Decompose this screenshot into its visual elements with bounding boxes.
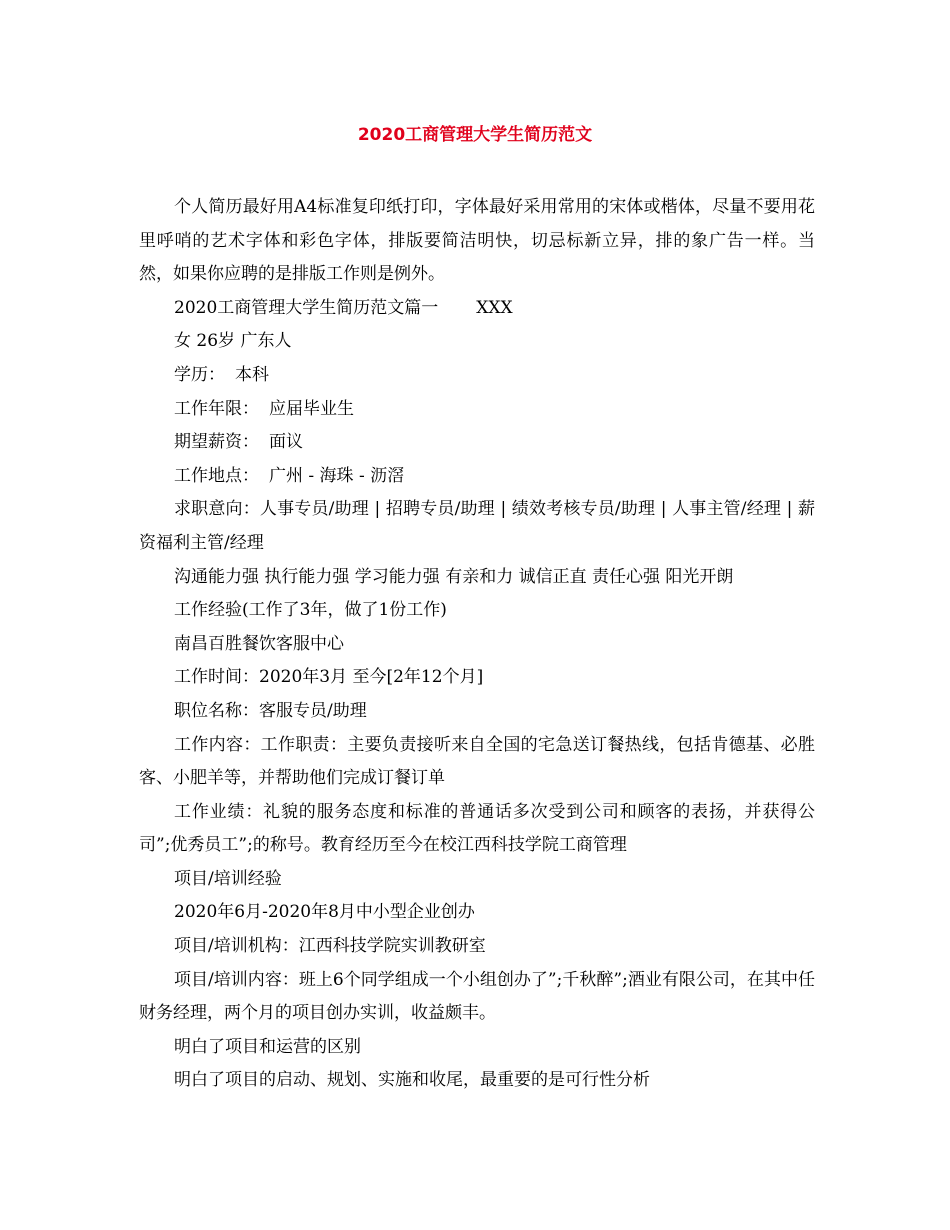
work-content: 工作内容：工作职责：主要负责接听来自全国的宅急送订餐热线，包括肯德基、必胜客、小肥羊等，并帮助他们完成订餐订单 xyxy=(139,734,815,789)
job-intention: 求职意向：人事专员/助理 | 招聘专员/助理 | 绩效考核专员/助理 | 人事主管/经理 | 薪资福利主管/经理 xyxy=(139,499,815,553)
work-years-label: 工作年限： xyxy=(174,398,259,419)
location-label: 工作地点： xyxy=(174,465,259,486)
document-title: 2020工商管理大学生简历范文 xyxy=(357,125,593,145)
skills-line: 沟通能力强 执行能力强 学习能力强 有亲和力 诚信正直 责任心强 阳光开朗 xyxy=(174,566,734,587)
location-line xyxy=(139,460,815,494)
salary-line xyxy=(139,426,815,460)
location-value: 广州 - 海珠 - 沥滘 xyxy=(269,465,405,486)
candidate-name: XXX xyxy=(476,297,513,318)
section-heading: 2020工商管理大学生简历范文篇一 xyxy=(174,297,439,318)
experience-summary: 工作经验(工作了3年，做了1份工作) xyxy=(174,600,447,621)
work-years-line xyxy=(139,393,815,427)
work-period: 工作时间：2020年3月 至今[2年12个月] xyxy=(174,667,484,688)
basic-info: 女 26岁 广东人 xyxy=(174,331,292,352)
salary-value: 面议 xyxy=(269,432,303,453)
project-heading: 项目/培训经验 xyxy=(174,868,282,889)
learned-line-1: 明白了项目和运营的区别 xyxy=(174,1036,361,1057)
education-value: 本科 xyxy=(235,364,269,385)
project-content: 项目/培训内容：班上6个同学组成一个小组创办了”;千秋醉”;酒业有限公司，在其中任财务经理，两个月的项目创办实训，收益颇丰。 xyxy=(139,969,815,1024)
section-heading-line xyxy=(139,292,815,326)
position-title: 职位名称：客服专员/助理 xyxy=(174,700,367,721)
intro-paragraph: 个人简历最好用A4标准复印纸打印，字体最好采用常用的宋体或楷体，尽量不要用花里呼哨的艺术字体和彩色字体，排版要简洁明快，切忌标新立异，排的象广告一样。当然，如果你应聘的是排版工作则是例外。 xyxy=(139,197,815,285)
education-line xyxy=(139,359,815,393)
learned-line-2: 明白了项目的启动、规划、实施和收尾，最重要的是可行性分析 xyxy=(174,1070,650,1091)
project-org: 项目/培训机构：江西科技学院实训教研室 xyxy=(174,936,486,957)
work-years-value: 应届毕业生 xyxy=(269,398,354,419)
salary-label: 期望薪资： xyxy=(174,432,259,453)
achievements: 工作业绩：礼貌的服务态度和标准的普通话多次受到公司和顾客的表扬，并获得公司”;优秀员工”;的称号。教育经历至今在校江西科技学院工商管理 xyxy=(139,801,815,856)
project-period: 2020年6月-2020年8月中小型企业创办 xyxy=(174,902,475,923)
document-body xyxy=(139,191,815,1098)
company-name: 南昌百胜餐饮客服中心 xyxy=(174,633,344,654)
education-label: 学历： xyxy=(174,364,225,385)
